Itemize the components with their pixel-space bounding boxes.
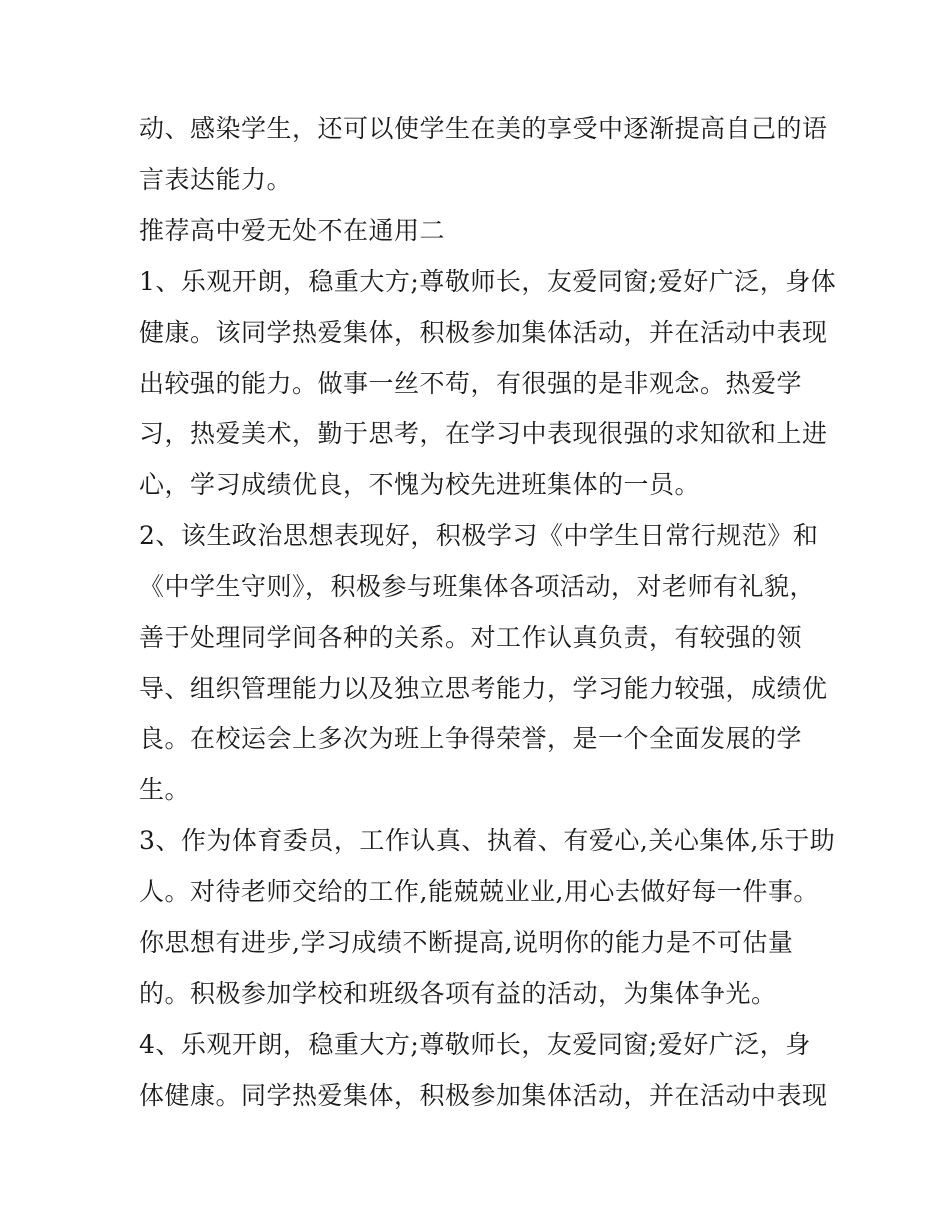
text-line: 心，学习成绩优良，不愧为校先进班集体的一员。 — [139, 470, 701, 499]
text-line: 《中学生守则》，积极参与班集体各项活动，对老师有礼貌， — [139, 572, 816, 601]
text-line: 言表达能力。 — [139, 165, 293, 194]
text-line: 人。对待老师交给的工作,能兢兢业业,用心去做好每一件事。 — [139, 877, 819, 906]
text-line: 良。在校运会上多次为班上争得荣誉，是一个全面发展的学 — [139, 724, 803, 753]
text-line: 出较强的能力。做事一丝不苟，有很强的是非观念。热爱学 — [139, 369, 803, 398]
text-line: 善于处理同学间各种的关系。对工作认真负责，有较强的领 — [139, 623, 803, 652]
text-line: 体健康。同学热爱集体，积极参加集体活动，并在活动中表现 — [139, 1081, 828, 1110]
text-line: 动、感染学生，还可以使学生在美的享受中逐渐提高自己的语 — [139, 114, 828, 143]
text-line: 2、该生政治思想表现好，积极学习《中学生日常行规范》和 — [139, 521, 819, 550]
text-line: 你思想有进步,学习成绩不断提高,说明你的能力是不可估量 — [139, 928, 794, 957]
text-line: 健康。该同学热爱集体，积极参加集体活动，并在活动中表现 — [139, 318, 828, 347]
text-line: 习，热爱美术，勤于思考，在学习中表现很强的求知欲和上进 — [139, 419, 828, 448]
text-line: 生。 — [139, 775, 191, 804]
text-line: 3、作为体育委员，工作认真、执着、有爱心,关心集体,乐于助 — [139, 826, 836, 855]
text-line: 4、乐观开朗，稳重大方;尊敬师长，友爱同窗;爱好广泛，身 — [139, 1030, 811, 1059]
text-line: 1、乐观开朗，稳重大方;尊敬师长，友爱同窗;爱好广泛，身体 — [139, 267, 837, 296]
section-heading: 推荐高中爱无处不在通用二 — [139, 216, 446, 245]
text-line: 导、组织管理能力以及独立思考能力，学习能力较强，成绩优 — [139, 674, 828, 703]
text-line: 的。积极参加学校和班级各项有益的活动，为集体争光。 — [139, 979, 777, 1008]
